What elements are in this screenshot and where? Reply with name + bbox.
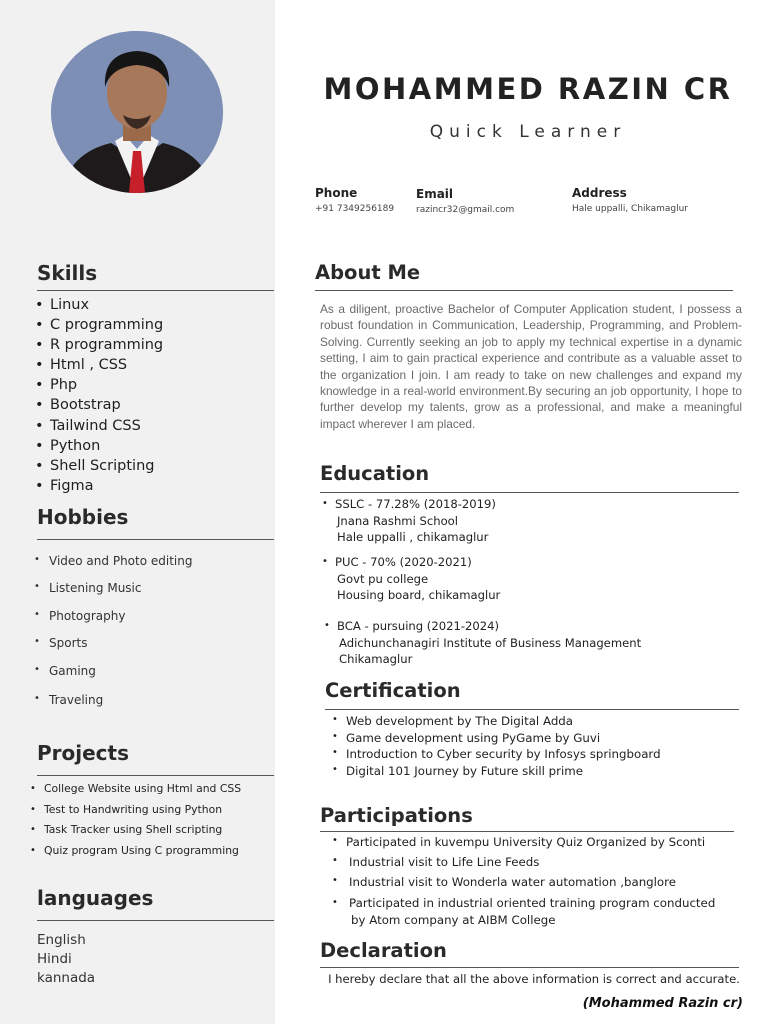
hobby-item: • Traveling (34, 693, 103, 707)
hobbies-divider (37, 539, 274, 540)
hobby-item: • Video and Photo editing (34, 554, 192, 568)
education-location: Chikamaglur (339, 652, 413, 666)
certification-item: • Digital 101 Journey by Future skill prime (330, 764, 661, 781)
education-degree: • PUC - 70% (2020-2021) (322, 554, 500, 571)
education-item (322, 554, 500, 604)
skill-item: • Html , CSS (34, 355, 163, 375)
about-divider (315, 290, 733, 291)
skill-item: • Linux (34, 295, 163, 315)
certification-item: • Introduction to Cyber security by Infosys springboard (330, 747, 661, 764)
projects-heading: Projects (37, 741, 130, 765)
address-value: Hale uppalli, Chikamaglur (572, 204, 689, 214)
education-item (324, 618, 641, 668)
certification-item: • Game development using PyGame by Guvi (330, 731, 661, 748)
project-item: • Quiz program Using C programming (30, 843, 241, 864)
language-item: kannada (37, 970, 96, 986)
skill-item: • Bootstrap (34, 395, 163, 415)
education-institution: Adichunchanagiri Institute of Business Management (339, 635, 642, 650)
contact-phone (315, 186, 394, 214)
sidebar (0, 0, 275, 1024)
participation-item: • Industrial visit to Wonderla water automation ,banglore (330, 875, 715, 895)
participations-heading: Participations (320, 804, 473, 827)
contact-email (416, 187, 514, 215)
participations-list (330, 835, 715, 928)
participation-text-line1: Participated in industrial oriented training program conducted (349, 896, 716, 910)
skill-item: • R programming (34, 335, 163, 355)
skill-item: • Tailwind CSS (34, 416, 163, 436)
candidate-tagline: Quick Learner (429, 122, 627, 142)
skills-divider (37, 290, 274, 291)
education-divider (320, 492, 739, 493)
skills-heading: Skills (37, 261, 98, 285)
education-location: Hale uppalli , chikamaglur (337, 530, 489, 544)
participation-text-line2: by Atom company at AIBM College (351, 912, 556, 927)
candidate-name: MOHAMMED RAZIN CR (323, 72, 733, 106)
declaration-heading: Declaration (320, 939, 447, 962)
project-item: • Task Tracker using Shell scripting (30, 822, 241, 843)
address-label: Address (572, 186, 627, 200)
language-item: Hindi (37, 951, 72, 967)
project-item: • Test to Handwriting using Python (30, 802, 241, 823)
participation-item: • Participated in kuvempu University Quiz Organized by Sconti (330, 835, 715, 855)
certification-heading: Certification (325, 679, 461, 702)
certification-divider (325, 709, 739, 710)
education-heading: Education (320, 462, 430, 485)
certification-list (330, 714, 661, 780)
hobby-item: • Listening Music (34, 581, 141, 595)
education-institution: Govt pu college (337, 571, 429, 586)
skill-item: • Python (34, 436, 163, 456)
certification-item: • Web development by The Digital Adda (330, 714, 661, 731)
declaration-text: I hereby declare that all the above information is correct and accurate. (328, 972, 740, 986)
participation-item (330, 895, 715, 928)
skill-item: • C programming (34, 315, 163, 335)
education-institution: Jnana Rashmi School (337, 513, 458, 528)
email-value: razincr32@gmail.com (416, 205, 515, 215)
declaration-divider (320, 967, 739, 968)
hobby-item: • Sports (34, 636, 87, 650)
languages-list (37, 931, 95, 988)
skill-item: • Shell Scripting (34, 456, 163, 476)
projects-divider (37, 775, 274, 776)
phone-value: +91 7349256189 (315, 204, 395, 214)
participation-item: • Industrial visit to Life Line Feeds (330, 855, 715, 875)
language-item: English (37, 932, 86, 948)
education-location: Housing board, chikamaglur (337, 588, 501, 602)
skill-item: • Figma (34, 476, 163, 496)
education-item (322, 496, 496, 546)
education-degree: • SSLC - 77.28% (2018-2019) (322, 496, 496, 513)
signature: (Mohammed Razin cr) (582, 996, 743, 1011)
profile-photo (51, 31, 223, 193)
about-heading: About Me (315, 261, 421, 284)
skills-list (34, 295, 163, 496)
languages-heading: languages (37, 886, 154, 910)
hobbies-heading: Hobbies (37, 505, 129, 529)
hobby-item: • Photography (34, 609, 125, 623)
email-label: Email (416, 187, 454, 201)
about-text: As a diligent, proactive Bachelor of Computer Application student, I possess a robust foundation in Communication, Leadership, Programming, and Problem-Solving. Currently seeking an job to apply my technical expertise in a dynamic setting, I aim to gain practical experience and contribute as a valuable asset to the organization I join. I am ready to take on new challenges and expand my knowledge in a real-world environment.By securing an job opportunity, I hope to further develop my talents, grow as a professional, and make a meaningful impact wherever I am placed. (320, 302, 742, 431)
languages-divider (37, 920, 274, 921)
hobby-item: • Gaming (34, 664, 96, 678)
participations-divider (320, 831, 734, 832)
contact-address (572, 186, 688, 214)
projects-list (30, 781, 241, 863)
phone-label: Phone (315, 186, 358, 200)
skill-item: • Php (34, 375, 163, 395)
education-degree: • BCA - pursuing (2021-2024) (324, 618, 641, 635)
project-item: • College Website using Html and CSS (30, 781, 241, 802)
